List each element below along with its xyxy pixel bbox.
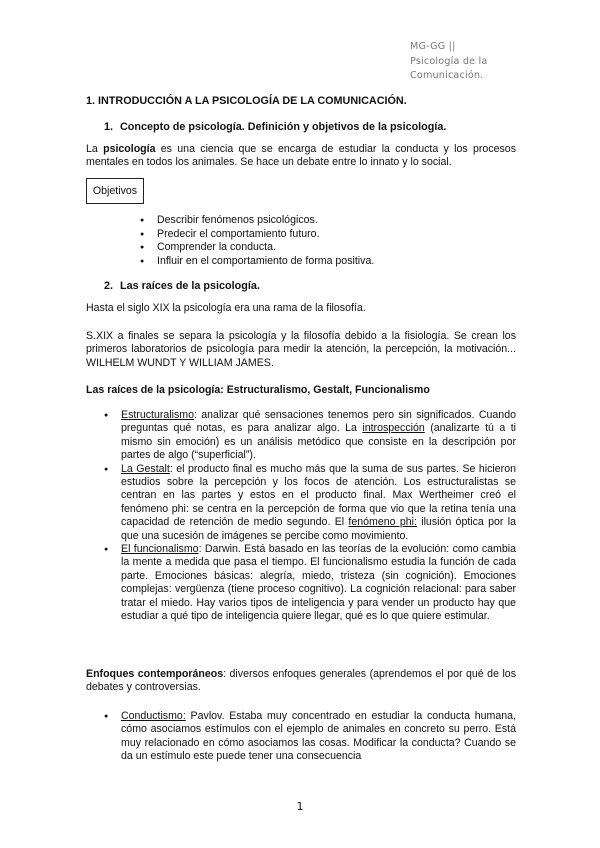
list-item <box>104 463 516 543</box>
section-2-number: 2. <box>104 280 114 292</box>
roots-list <box>104 409 516 624</box>
section-2-para-2: S.XIX a finales se separa la psicología y la filosofía debido a la fisiología. Se crean los primeros laboratorios de psicología para medir la atención, la percepción, la motivación... WILHELM WUNDT Y WILLIAM JAMES. <box>86 330 516 369</box>
section-1-heading-text: Concepto de psicología. Definición y objetivos de la psicología. <box>120 121 447 133</box>
section-1-heading <box>104 121 446 133</box>
section-2-para-1: Hasta el siglo XIX la psicología era una rama de la filosofía. <box>86 302 366 314</box>
section-1-intro <box>86 143 516 170</box>
header-line-2: Psicología de la <box>410 55 488 67</box>
list-item: ● Predecir el comportamiento futuro. <box>140 228 374 242</box>
contemporary-approaches-lead <box>86 668 516 695</box>
intro-pre: La <box>86 143 104 155</box>
header-line-1: MG-GG || <box>410 41 456 52</box>
term-fenomeno-phi: fenómeno phi: <box>348 516 417 529</box>
objectives-box-label: Objetivos <box>92 185 138 197</box>
roots-subheading: Las raíces de la psicología: Estructuralismo, Gestalt, Funcionalismo <box>86 384 430 396</box>
document-title: 1. INTRODUCCIÓN A LA PSICOLOGÍA DE LA COMUNICACIÓN. <box>86 95 407 107</box>
page-number: 1 <box>296 800 304 813</box>
section-2-heading-text: Las raíces de la psicología. <box>120 280 260 292</box>
section-1-number: 1. <box>104 121 114 133</box>
item-text: : analizar qué sensaciones tenemos pero sin significados. Cuando preguntas qué notas, es para analizar algo. La <box>121 409 516 435</box>
contemporary-bold: Enfoques contemporáneos <box>86 668 224 680</box>
term-funcionalismo: El funcionalismo <box>121 543 199 556</box>
term-conductismo: Conductismo: <box>121 710 186 722</box>
list-item: ● Influir en el comportamiento de forma positiva. <box>140 255 374 269</box>
list-item: ● Describir fenómenos psicológicos. <box>140 214 374 228</box>
objectives-list <box>140 214 374 268</box>
item-text: ilusión óptica por la que una sucesión de imágenes se percibe como movimiento. <box>121 516 516 542</box>
contemporary-list <box>104 710 516 764</box>
page-header <box>410 40 530 84</box>
list-item <box>104 710 516 764</box>
list-item <box>104 409 516 463</box>
list-item: ● Comprender la conducta. <box>140 241 374 255</box>
item-text: (analizarte tú a ti mismo sin emoción) es un análisis metódico que consiste en la descripción por partes de algo (“superficial”). <box>121 422 516 462</box>
intro-post: es una ciencia que se encarga de estudiar la conducta y los procesos mentales en todos los animales. Se hace un debate entre lo innato y lo social. <box>86 143 516 169</box>
objectives-box <box>86 178 144 204</box>
term-gestalt: La Gestalt <box>121 462 170 475</box>
header-line-3: Comunicación. <box>410 70 484 81</box>
term-introspeccion: introspección <box>362 422 425 435</box>
item-text: : Darwin. Está basado en las teorías de la evolución: como cambia la mente a medida que pasa el tiempo. El funcionalismo estudia la función de cada parte. Emociones básicas: alegría, miedo, tristeza (sin cognición). Emociones complejas: vergüenza (tiene proceso cognitivo). La cognición relacional: para saber tratar el miedo. Hay varios tipos de inteligencia y para vender un producto hay que estudiar a qué tipo de inteligencia quiere llegar, qué es lo que quiere estimular. <box>121 543 517 623</box>
section-2-heading <box>104 280 260 292</box>
term-estructuralismo: Estructuralismo <box>121 409 194 421</box>
list-item <box>104 543 516 623</box>
contemporary-rest: : diversos enfoques generales (aprendemos el por qué de los debates y controversias. <box>86 668 516 694</box>
item-text: Pavlov. Estaba muy concentrado en estudiar la conducta humana, cómo asociamos estímulos con el ejemplo de animales en concreto su perro. Está muy relacionado en cómo asociamos las cosas. Modificar la conducta? Cuando se da un estímulo este puede tener una consecuencia <box>121 710 516 763</box>
item-text: : el producto final es mucho más que la suma de sus partes. Se hicieron estudios sobre la percepción y los focos de atención. Los estructuralistas se centran en las partes y estos en el producto final. Max Wertheimer creó el fenómeno phi: se centra en la percepción de forma que vio que la retina tenía una capacidad de retención de medio segundo. El <box>121 462 516 529</box>
intro-bold-term: psicología <box>103 143 156 155</box>
